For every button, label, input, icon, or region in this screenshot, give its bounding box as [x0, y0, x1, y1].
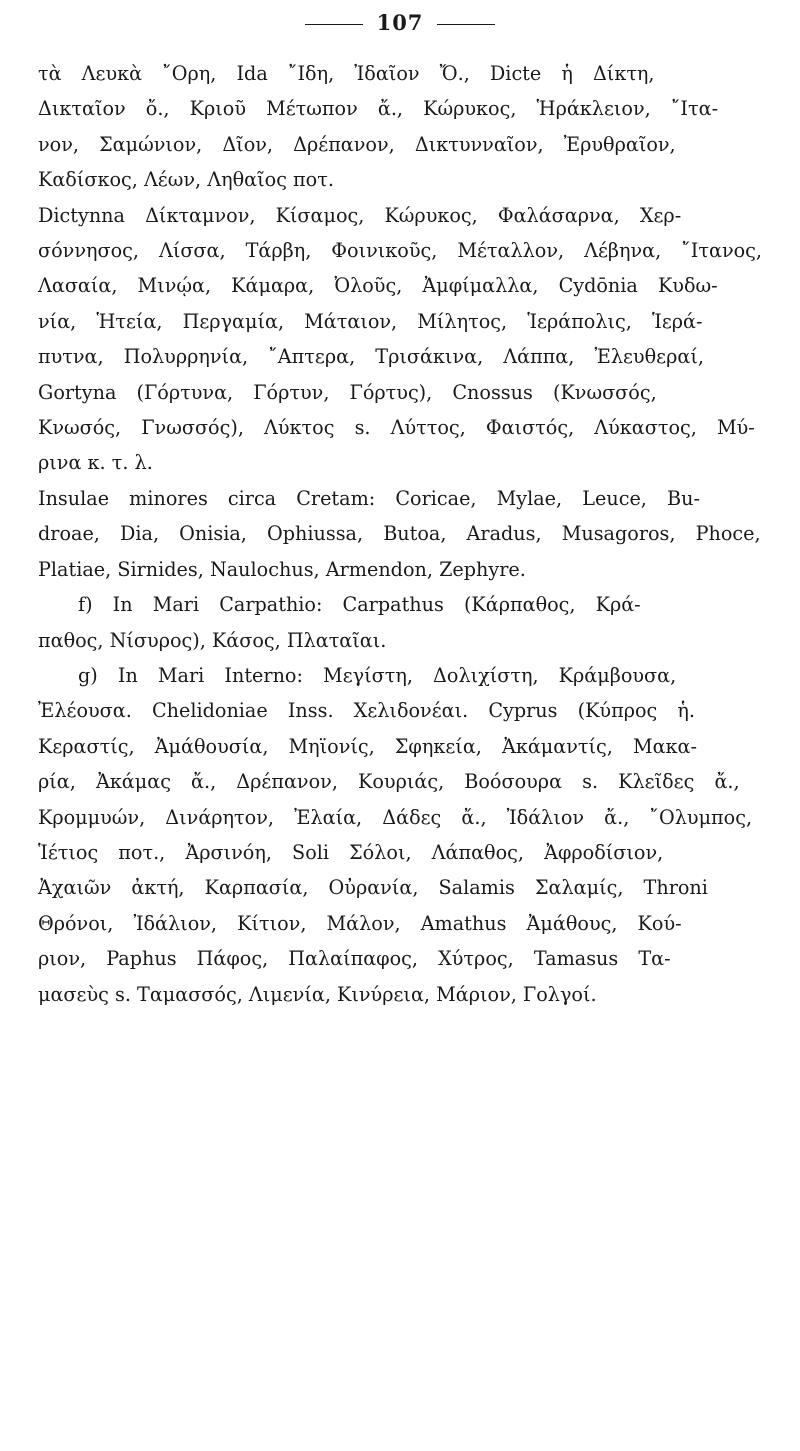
text-line: Κρομμυών, Δινάρητον, Ἐλαία, Δάδες ἄ., Ἰδάλιον ἄ., ῎Ολυμπος,	[38, 805, 753, 829]
text-line: Λασαία, Μινῴα, Κάμαρα, Ὀλοῦς, Ἀμφίμαλλα, Cydōnia Κυδω-	[38, 274, 718, 298]
text-line: Ἀχαιῶν ἀκτή, Καρπασία, Οὐρανία, Salamis Σαλαμίς, Throni	[38, 876, 708, 900]
text-line: Gortyna (Γόρτυνα, Γόρτυν, Γόρτυς), Cnossus (Κνωσσός,	[38, 380, 657, 404]
section-f-mari-carpathio	[38, 587, 762, 658]
text-line: τὰ Λευκὰ ῎Ορη, Ida ῎Ιδη, Ἰδαῖον Ὄ., Dicte ἡ Δίκτη,	[38, 62, 655, 85]
text-line: Insulae minores circa Cretam: Coricae, Mylae, Leuce, Bu-	[38, 486, 700, 510]
text-line: μασεὺς s. Ταμασσός, Λιμενία, Κινύρεια, Μάριον, Γολγοί.	[38, 982, 597, 1006]
paragraph-crete-towns	[38, 198, 762, 481]
text-line: g) In Mari Interno: Μεγίστη, Δολιχίστη, Κράμβουσα,	[78, 663, 677, 687]
paragraph-crete-places	[38, 56, 762, 198]
text-line: f) In Mari Carpathio: Carpathus (Κάρπαθος, Κρά-	[78, 593, 641, 617]
text-line: σόννησος, Λίσσα, Τάρβη, Φοινικοῦς, Μέταλλον, Λέβηνα, ῎Ιτανος,	[38, 239, 763, 263]
text-line: Κεραστίς, Ἀμάθουσία, Μηϊονίς, Σφηκεία, Ἀκάμαντίς, Μακα-	[38, 734, 697, 758]
page-body	[38, 56, 762, 1012]
text-line: Κνωσός, Γνωσσός), Λύκτος s. Λύττος, Φαιστός, Λύκαστος, Μύ-	[38, 416, 755, 440]
text-line: ρινα κ. τ. λ.	[38, 451, 153, 475]
section-g-mari-interno	[38, 658, 762, 1012]
text-line: ρία, Ἀκάμας ἄ., Δρέπανον, Κουριάς, Βοόσουρα s. Κλεῖδες ἄ.,	[38, 770, 740, 794]
header-rule-right	[437, 24, 495, 25]
text-line: πυτνα, Πολυρρηνία, ῎Απτερα, Τρισάκινα, Λάππα, Ἐλευθεραί,	[38, 345, 704, 369]
text-line: Ἐλέουσα. Chelidoniae Inss. Χελιδονέαι. Cyprus (Κύπρος ἡ.	[38, 699, 695, 723]
header-rule-left	[305, 24, 363, 25]
text-line: ριον, Paphus Πάφος, Παλαίπαφος, Χύτρος, Tamasus Τα-	[38, 947, 671, 971]
page-header	[0, 10, 800, 35]
paragraph-insulae-minores	[38, 481, 762, 587]
text-line: Dictynna Δίκταμνον, Κίσαμος, Κώρυκος, Φαλάσαρνα, Χερ-	[38, 203, 682, 227]
text-line: νον, Σαμώνιον, Δῖον, Δρέπανον, Δικτυνναῖον, Ἐρυθραῖον,	[38, 132, 676, 156]
page-number: 107	[376, 10, 424, 35]
text-line: Ἱέτιος ποτ., Ἀρσινόη, Soli Σόλοι, Λάπαθος, Ἀφροδίσιον,	[38, 840, 664, 864]
text-line: Δικταῖον ὄ., Κριοῦ Μέτωπον ἄ., Κώρυκος, Ἡράκλειον, ῎Ιτα-	[38, 97, 719, 121]
text-line: νία, Ἡτεία, Περγαμία, Μάταιον, Μίλητος, Ἱεράπολις, Ἱερά-	[38, 309, 703, 333]
text-line: Platiae, Sirnides, Naulochus, Armendon, Zephyre.	[38, 557, 526, 581]
text-line: droae, Dia, Onisia, Ophiussa, Butoa, Aradus, Musagoros, Phoce,	[38, 522, 761, 546]
text-line: Θρόνοι, Ἰδάλιον, Κίτιον, Μάλον, Amathus Ἀμάθους, Κού-	[38, 911, 682, 935]
text-line: παθος, Νίσυρος), Κάσος, Πλαταῖαι.	[38, 628, 387, 652]
text-line: Καδίσκος, Λέων, Ληθαῖος ποτ.	[38, 168, 334, 192]
